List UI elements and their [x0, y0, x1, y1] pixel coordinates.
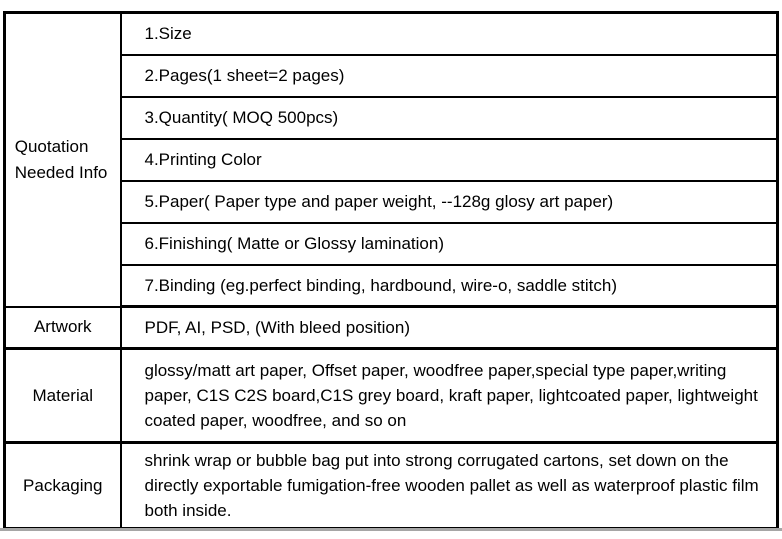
spec-item-material-description: glossy/matt art paper, Offset paper, woodfree paper,special type paper,writing paper, C1S C2S board,C1S grey board, kraft paper, lightcoated paper, lightweight coated paper, woodfree, and so on [121, 349, 778, 443]
section-label-material: Material [5, 349, 121, 443]
spec-item-binding: 7.Binding (eg.perfect binding, hardbound, wire-o, saddle stitch) [121, 265, 778, 307]
table-row [5, 223, 778, 265]
section-label-packaging: Packaging [5, 443, 121, 529]
spec-item-finishing: 6.Finishing( Matte or Glossy lamination) [121, 223, 778, 265]
section-label-quotation-needed-info [5, 13, 121, 307]
section-label-text: Quotation Needed Info [14, 136, 108, 182]
spec-item-printing-color: 4.Printing Color [121, 139, 778, 181]
spec-item-pages: 2.Pages(1 sheet=2 pages) [121, 55, 778, 97]
section-label-artwork: Artwork [5, 307, 121, 349]
table-row [5, 55, 778, 97]
spec-item-quantity: 3.Quantity( MOQ 500pcs) [121, 97, 778, 139]
table-row [5, 265, 778, 307]
table-row [5, 307, 778, 349]
table-row [5, 13, 778, 55]
table-row [5, 97, 778, 139]
spec-item-paper: 5.Paper( Paper type and paper weight, --128g glosy art paper) [121, 181, 778, 223]
table-row [5, 181, 778, 223]
spec-table [3, 11, 779, 530]
spec-item-artwork-formats: PDF, AI, PSD, (With bleed position) [121, 307, 778, 349]
bottom-divider [0, 528, 782, 531]
table-row [5, 349, 778, 443]
spec-item-packaging-description: shrink wrap or bubble bag put into strong corrugated cartons, set down on the directly exportable fumigation-free wooden pallet as well as waterproof plastic film both inside. [121, 443, 778, 529]
spec-item-size: 1.Size [121, 13, 778, 55]
table-row [5, 443, 778, 529]
table-row [5, 139, 778, 181]
